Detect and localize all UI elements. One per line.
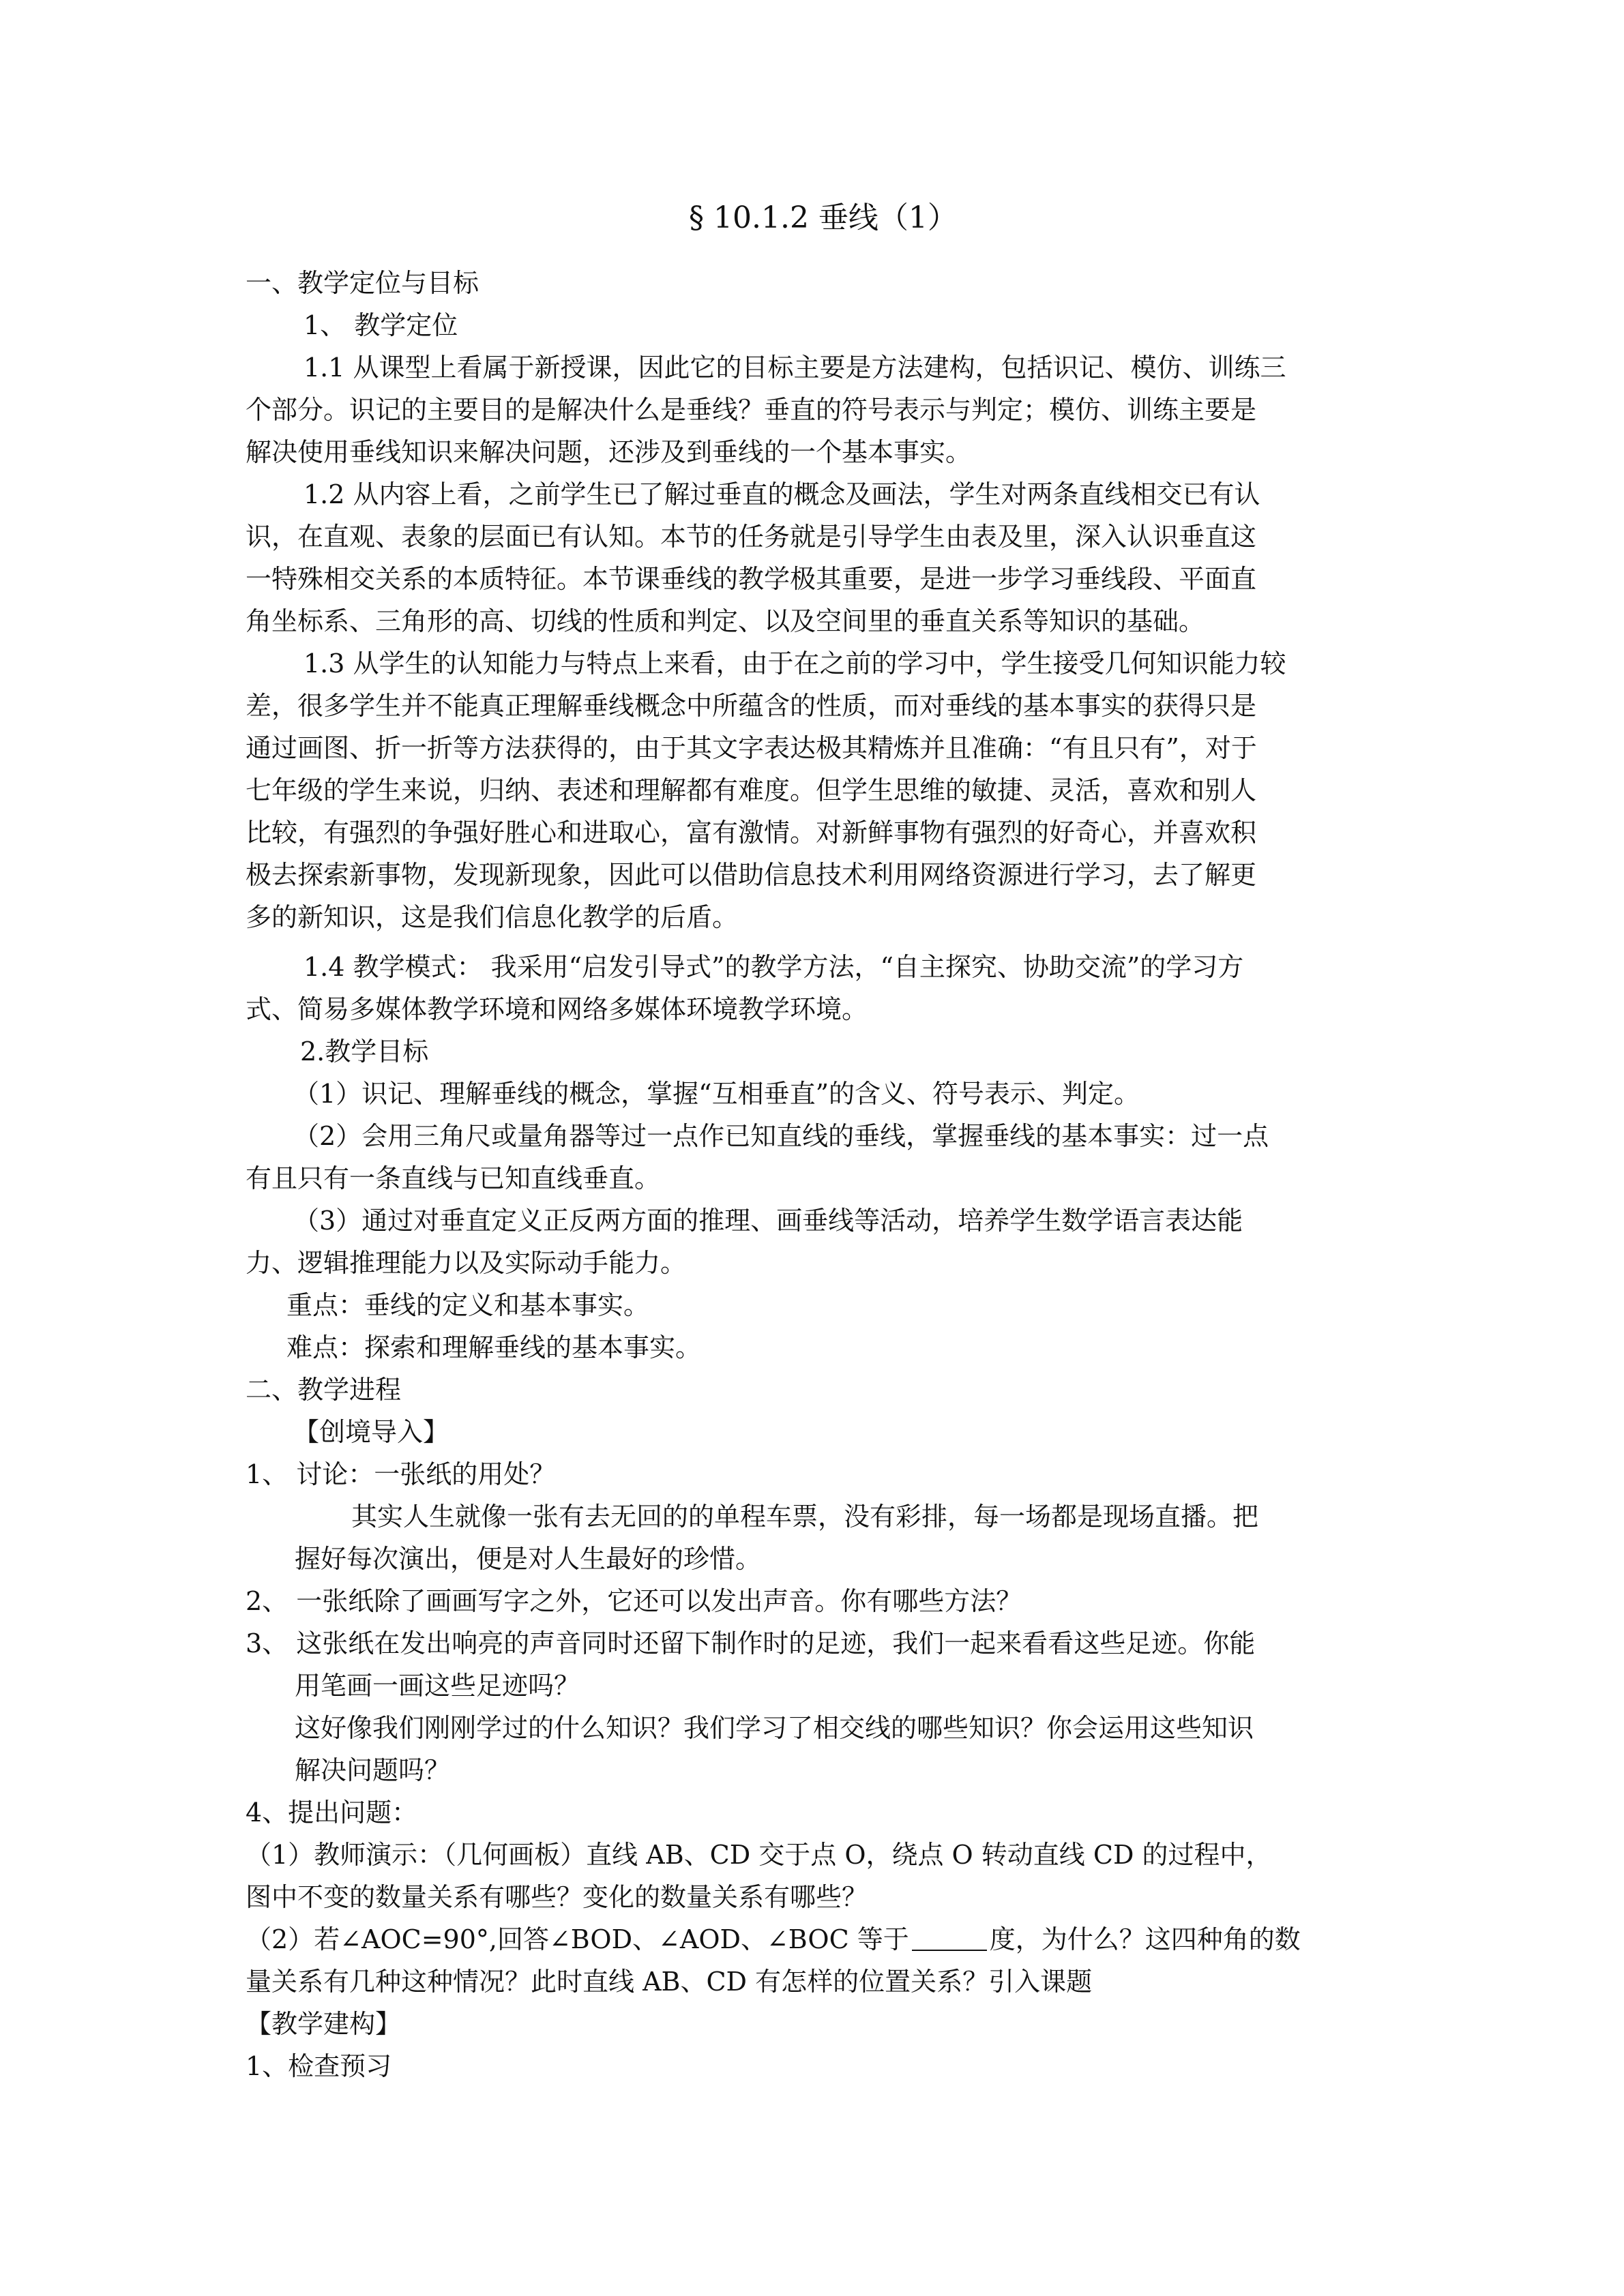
list-item: 1、检查预习 [246,2051,392,2081]
objective-line: （2）会用三角尺或量角器等过一点作已知直线的垂线，掌握垂线的基本事实：过一点 [293,1121,1269,1151]
paragraph-line: 极去探索新事物，发现新现象，因此可以借助信息技术利用网络资源进行学习，去了解更 [246,860,1257,890]
paragraph-line: 识，在直观、表象的层面已有认知。本节的任务就是引导学生由表及里，深入认识垂直这 [246,522,1257,552]
paragraph-line: 1.1 从课型上看属于新授课，因此它的目标主要是方法建构，包括识记、模仿、训练三 [304,353,1286,383]
section-heading: 一、教学定位与目标 [246,268,479,298]
list-item-text: 其实人生就像一张有去无回的的单程车票，没有彩排，每一场都是现场直播。把 [351,1502,1259,1532]
bracket-heading: 【创境导入】 [293,1417,449,1447]
paragraph-line: 多的新知识，这是我们信息化教学的后盾。 [246,902,739,932]
subsection-heading: 1、 教学定位 [304,310,458,340]
list-item: 4、提出问题： [246,1798,418,1828]
objective-line: （1）识记、理解垂线的概念，掌握“互相垂直”的含义、符号表示、判定。 [293,1079,1140,1109]
fill-in-blank [912,1948,987,1951]
question-line: 图中不变的数量关系有哪些？变化的数量关系有哪些？ [246,1882,868,1912]
list-item-text: 握好每次演出，便是对人生最好的珍惜。 [295,1544,762,1574]
paragraph-line: 个部分。识记的主要目的是解决什么是垂线？垂直的符号表示与判定；模仿、训练主要是 [246,395,1257,425]
list-item-text: 这好像我们刚刚学过的什么知识？我们学习了相交线的哪些知识？你会运用这些知识 [295,1713,1254,1743]
question-text-before-blank: （2）若∠AOC=90°,回答∠BOD、∠AOD、∠BOC 等于 [246,1924,909,1954]
list-item: 2、 一张纸除了画画写字之外，它还可以发出声音。你有哪些方法？ [246,1586,1022,1616]
list-item-text: 用笔画一画这些足迹吗？ [295,1671,580,1701]
paragraph-line: 解决使用垂线知识来解决问题，还涉及到垂线的一个基本事实。 [246,437,972,467]
paragraph-line: 七年级的学生来说，归纳、表述和理解都有难度。但学生思维的敏捷、灵活，喜欢和别人 [246,775,1257,805]
paragraph-line: 通过画图、折一折等方法获得的，由于其文字表达极其精炼并且准确：“有且只有”，对于 [246,733,1257,763]
question-line [246,1918,1301,1961]
bracket-heading: 【教学建构】 [246,2009,402,2039]
key-point-line: 重点：垂线的定义和基本事实。 [286,1290,650,1320]
list-item: 1、 讨论：一张纸的用处？ [246,1459,556,1489]
objective-line: 力、逻辑推理能力以及实际动手能力。 [246,1248,687,1278]
question-line: （1）教师演示：（几何画板）直线 AB、CD 交于点 O，绕点 O 转动直线 CD 的过程中， [246,1840,1272,1870]
paragraph-line: 1.4 教学模式： 我采用“启发引导式”的教学方法，“自主探究、协助交流”的学习方 [304,952,1244,982]
page-title: § 10.1.2 垂线（1） [689,200,958,235]
list-item-text: 解决问题吗？ [295,1755,451,1785]
subsection-heading: 2.教学目标 [300,1037,429,1067]
paragraph-line: 一特殊相交关系的本质特征。本节课垂线的教学极其重要，是进一步学习垂线段、平面直 [246,564,1257,594]
paragraph-line: 1.3 从学生的认知能力与特点上来看，由于在之前的学习中，学生接受几何知识能力较 [304,648,1286,679]
paragraph-line: 比较，有强烈的争强好胜心和进取心，富有激情。对新鲜事物有强烈的好奇心，并喜欢积 [246,818,1257,848]
question-line: 量关系有几种这种情况？此时直线 AB、CD 有怎样的位置关系？引入课题 [246,1967,1093,1997]
paragraph-line: 式、简易多媒体教学环境和网络多媒体环境教学环境。 [246,994,868,1024]
question-text-after-blank: 度，为什么？这四种角的数 [989,1924,1301,1954]
paragraph-line: 差，很多学生并不能真正理解垂线概念中所蕴含的性质，而对垂线的基本事实的获得只是 [246,691,1257,721]
paragraph-line: 1.2 从内容上看，之前学生已了解过垂直的概念及画法，学生对两条直线相交已有认 [304,479,1260,509]
section-heading: 二、教学进程 [246,1375,402,1405]
paragraph-line: 角坐标系、三角形的高、切线的性质和判定、以及空间里的垂直关系等知识的基础。 [246,606,1205,636]
objective-line: （3）通过对垂直定义正反两方面的推理、画垂线等活动，培养学生数学语言表达能 [293,1206,1243,1236]
difficulty-line: 难点：探索和理解垂线的基本事实。 [286,1332,702,1362]
list-item: 3、 这张纸在发出响亮的声音同时还留下制作时的足迹，我们一起来看看这些足迹。你能 [246,1628,1256,1658]
objective-line: 有且只有一条直线与已知直线垂直。 [246,1163,661,1193]
